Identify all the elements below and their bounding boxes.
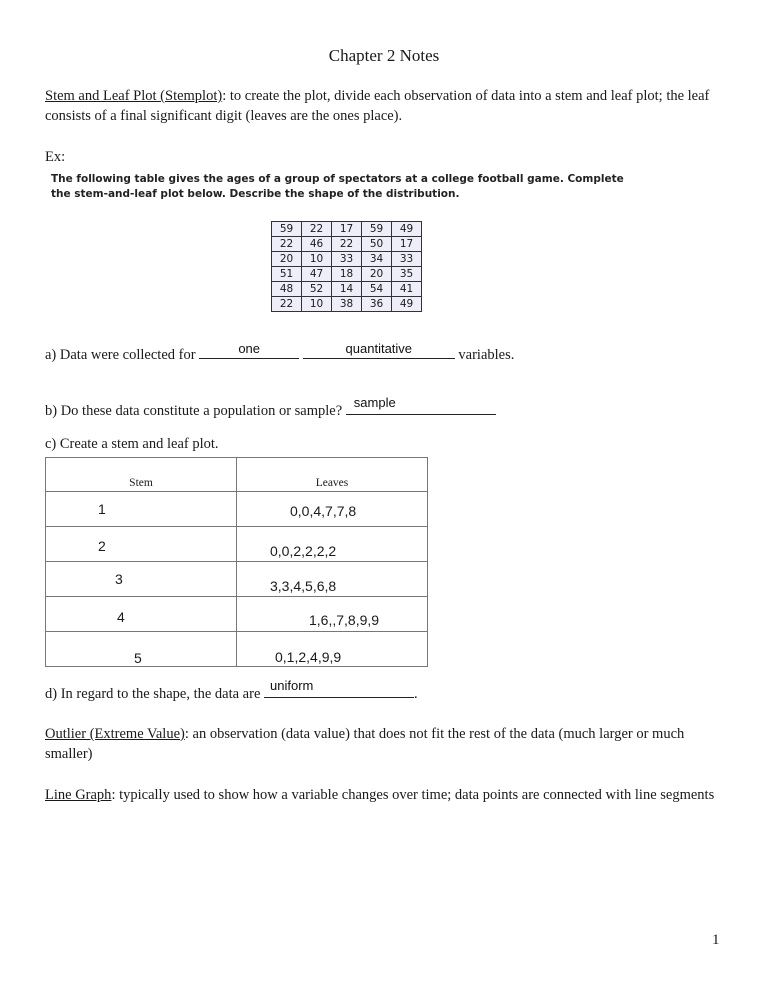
outlier-definition-text: : an observation (data value) that does not fit the rest of the data (much larger or much smaller) xyxy=(45,726,685,762)
stem-cell[interactable] xyxy=(46,597,237,632)
outlier-definition xyxy=(45,724,725,764)
leaves-cell[interactable] xyxy=(237,632,428,667)
table-cell: 20 xyxy=(362,267,392,282)
leaves-value: 0,0,4,7,7,8 xyxy=(290,503,357,519)
line-graph-definition xyxy=(45,785,725,805)
table-cell: 18 xyxy=(332,267,362,282)
question-b-text: b) Do these data constitute a population or sample? xyxy=(45,403,343,419)
question-b xyxy=(45,395,496,420)
answer-a1-value: one xyxy=(238,341,261,356)
stemplot-definition-text: : to create the plot, divide each observation of data into a stem and leaf plot; the leaf consists of a final significant digit (leaves are the ones place). xyxy=(45,88,710,124)
question-a-suffix: variables. xyxy=(458,347,515,363)
table-row xyxy=(46,527,428,562)
table-row xyxy=(272,282,422,297)
answer-a1-field[interactable] xyxy=(199,341,299,359)
answer-b-value: sample xyxy=(353,395,396,410)
stem-cell[interactable] xyxy=(46,492,237,527)
stem-cell[interactable] xyxy=(46,562,237,597)
answer-b-field[interactable] xyxy=(346,395,496,415)
leaves-cell[interactable] xyxy=(237,597,428,632)
answer-a2-value: quantitative xyxy=(345,341,413,356)
table-cell: 34 xyxy=(362,252,392,267)
table-cell: 14 xyxy=(332,282,362,297)
stem-value: 4 xyxy=(117,609,125,625)
table-cell: 33 xyxy=(392,252,422,267)
answer-d-value: uniform xyxy=(270,678,314,693)
line-graph-term: Line Graph xyxy=(45,787,112,803)
stem-cell[interactable] xyxy=(46,632,237,667)
line-graph-definition-text: : typically used to show how a variable changes over time; data points are connected with line segments xyxy=(111,787,715,803)
question-d-suffix: . xyxy=(414,686,418,702)
table-cell: 22 xyxy=(302,222,332,237)
example-prompt: The following table gives the ages of a group of spectators at a college football game. Complete the stem-and-leaf plot below. Describe the shape of the distribution. xyxy=(51,173,624,200)
example-label: Ex: xyxy=(45,149,66,165)
table-row xyxy=(46,632,428,667)
table-row xyxy=(272,252,422,267)
table-cell: 49 xyxy=(392,297,422,312)
stemplot-term: Stem and Leaf Plot (Stemplot) xyxy=(45,88,223,104)
table-row xyxy=(272,237,422,252)
table-cell: 22 xyxy=(272,297,302,312)
question-c: c) Create a stem and leaf plot. xyxy=(45,436,219,452)
leaves-cell[interactable] xyxy=(237,562,428,597)
table-cell: 47 xyxy=(302,267,332,282)
stemplot-definition xyxy=(45,86,725,126)
table-row xyxy=(46,492,428,527)
outlier-term: Outlier (Extreme Value) xyxy=(45,726,185,742)
table-cell: 48 xyxy=(272,282,302,297)
table-cell: 20 xyxy=(272,252,302,267)
page-number: 1 xyxy=(712,932,720,948)
table-cell: 51 xyxy=(272,267,302,282)
table-cell: 52 xyxy=(302,282,332,297)
table-row xyxy=(272,267,422,282)
table-cell: 33 xyxy=(332,252,362,267)
stem-value: 5 xyxy=(134,650,142,666)
leaves-value: 0,0,2,2,2,2 xyxy=(270,543,337,559)
leaves-value: 1,6,,7,8,9,9 xyxy=(309,612,380,628)
table-cell: 17 xyxy=(332,222,362,237)
table-cell: 59 xyxy=(272,222,302,237)
table-cell: 22 xyxy=(272,237,302,252)
ages-table xyxy=(271,221,422,312)
stem-value: 3 xyxy=(115,571,123,587)
table-cell: 35 xyxy=(392,267,422,282)
leaves-header: Leaves xyxy=(237,458,428,492)
stem-leaf-table xyxy=(45,457,428,667)
stem-cell[interactable] xyxy=(46,527,237,562)
table-cell: 22 xyxy=(332,237,362,252)
table-row xyxy=(46,562,428,597)
stem-header: Stem xyxy=(46,458,237,492)
table-cell: 38 xyxy=(332,297,362,312)
table-row xyxy=(272,222,422,237)
page-title: Chapter 2 Notes xyxy=(328,46,440,65)
table-cell: 59 xyxy=(362,222,392,237)
table-cell: 36 xyxy=(362,297,392,312)
table-cell: 41 xyxy=(392,282,422,297)
table-cell: 46 xyxy=(302,237,332,252)
leaves-value: 0,1,2,4,9,9 xyxy=(275,649,342,665)
table-cell: 50 xyxy=(362,237,392,252)
stem-value: 2 xyxy=(98,538,106,554)
table-cell: 17 xyxy=(392,237,422,252)
table-cell: 54 xyxy=(362,282,392,297)
table-row xyxy=(46,597,428,632)
question-d xyxy=(45,678,418,703)
answer-d-field[interactable] xyxy=(264,678,414,698)
question-a xyxy=(45,341,515,364)
table-cell: 10 xyxy=(302,297,332,312)
leaves-value: 3,3,4,5,6,8 xyxy=(270,578,337,594)
answer-a2-field[interactable] xyxy=(303,341,455,359)
table-cell: 10 xyxy=(302,252,332,267)
table-cell: 49 xyxy=(392,222,422,237)
question-a-text: a) Data were collected for xyxy=(45,347,196,363)
question-d-text: d) In regard to the shape, the data are xyxy=(45,686,261,702)
leaves-cell[interactable] xyxy=(237,492,428,527)
leaves-cell[interactable] xyxy=(237,527,428,562)
table-row xyxy=(272,297,422,312)
stem-value: 1 xyxy=(98,501,106,517)
